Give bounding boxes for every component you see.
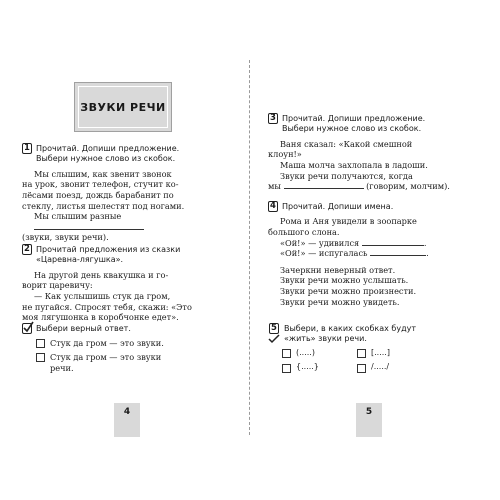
answer-option-2-line2: речи.: [50, 362, 74, 373]
task-3-text-line4: Звуки речи получаются, когда: [280, 170, 413, 181]
task-3-text-line3: Маша молча захлопала в ладоши.: [280, 160, 428, 170]
checkmark-icon: [22, 323, 32, 334]
bracket-option-3: {.....}: [296, 362, 319, 372]
task-3-number: 3: [268, 113, 278, 124]
right-page: [268, 62, 478, 437]
section-title: ЗВУКИ РЕЧИ: [80, 100, 166, 114]
task-2: [22, 245, 232, 323]
task-4-name-line-2[interactable]: [370, 255, 426, 256]
task-3-text-line5b: (говорим, молчим).: [366, 181, 450, 192]
task-1-text-line6: (звуки, звуки речи).: [22, 232, 109, 243]
answer-checkbox-2[interactable]: [36, 353, 45, 362]
task-4: 4 Прочитай. Допиши имена. Рома и Аня увидели в зоопарке большого слона. «Ой!» — удивился . «Ой!» — испугалась . Зачеркни неверный ответ. Звуки речи можно услышать. Звуки речи можно произнести. Звуки речи можно увидеть.: [268, 202, 478, 307]
task-2-text-line3: — Как услышишь стук да гром,: [34, 291, 171, 301]
bracket-checkbox-1[interactable]: [282, 349, 291, 358]
task-5-number: 5: [269, 323, 279, 334]
task-4-text-line1: Рома и Аня увидели в зоопарке: [280, 216, 417, 227]
bracket-option-4: /...../: [371, 362, 390, 372]
task-1: [22, 144, 232, 243]
task-4-text-line3: «Ой!» — удивился: [280, 237, 360, 248]
bracket-checkbox-4[interactable]: [357, 364, 366, 373]
task-3-text-line1: Ваня сказал: «Какой смешной: [280, 138, 413, 149]
choose-answer-instruction: Выбери верный ответ.: [36, 324, 131, 333]
task-3-text-line2: клоун!»: [268, 149, 302, 160]
task-4-text-line4: «Ой!» — испугалась: [280, 248, 368, 259]
section-title-box: [74, 82, 172, 132]
task-4-text-line7[interactable]: Звуки речи можно произнести.: [280, 285, 417, 296]
task-5-instruction-line1: Выбери, в каких скобках будут: [284, 324, 416, 333]
task-1-text-line2: на урок, звонит телефон, стучит ко-: [22, 179, 179, 190]
task-1-instruction-line1: Прочитай. Допиши предложение.: [36, 144, 180, 153]
bracket-option-2: [.....]: [371, 347, 390, 357]
page-number-right: 5: [356, 403, 382, 437]
task-1-text-line5: Мы слышим разные: [34, 211, 122, 222]
answer-option-2-line1: Стук да гром — это звуки: [50, 352, 162, 362]
bracket-option-1: (.....): [296, 347, 315, 357]
task-3: [268, 114, 478, 192]
left-page: [22, 62, 232, 437]
task-3-text-line5: мы: [268, 181, 281, 192]
task-4-text-line6[interactable]: Звуки речи можно услышать.: [280, 275, 409, 286]
task-2-text-line4: не пугайся. Спросят тебя, скажи: «Это: [22, 301, 192, 312]
task-4-text-line5: Зачеркни неверный ответ.: [280, 264, 396, 275]
task-1-text-line4: стеклу, листья шелестят под ногами.: [22, 200, 185, 211]
checkmark-icon: [268, 334, 280, 344]
task-1-instruction-line2: Выбери нужное слово из скобок.: [36, 154, 176, 164]
task-4-text-line2: большого слона.: [268, 227, 340, 237]
task-4-name-line-1[interactable]: [362, 245, 424, 246]
task-5-instruction-line2: «жить» звуки речи.: [284, 334, 367, 344]
task-4-number: 4: [268, 201, 278, 212]
bracket-checkbox-2[interactable]: [357, 349, 366, 358]
task-1-text-line3: лёсами поезд, дождь барабанит по: [22, 190, 174, 200]
task-2-text-line2: ворит царевичу:: [22, 280, 93, 291]
task-3-instruction-line1: Прочитай. Допиши предложение.: [282, 114, 426, 123]
task-3-instruction-line2: Выбери нужное слово из скобок.: [282, 124, 422, 134]
task-1-answer-line[interactable]: [34, 229, 144, 230]
page-number-left: 4: [114, 403, 140, 437]
task-2-number: 2: [22, 244, 32, 255]
bracket-checkbox-3[interactable]: [282, 364, 291, 373]
task-2-text-line5: моя лягушонка в коробчонке едет».: [22, 312, 179, 323]
task-5: [268, 324, 478, 377]
task-1-number: 1: [22, 143, 32, 154]
task-2-text-line1: На другой день квакушка и го-: [34, 269, 169, 280]
task-2-instruction-line1: Прочитай предложения из сказки: [36, 245, 181, 254]
page-spine-divider: [249, 60, 250, 435]
task-2-instruction-line2: «Царевна-лягушка».: [36, 255, 124, 265]
task-1-text-line1: Мы слышим, как звенит звонок: [34, 168, 172, 179]
task-3-answer-line[interactable]: [284, 188, 364, 189]
task-4-instruction: Прочитай. Допиши имена.: [282, 202, 394, 211]
task-choose-answer: [22, 324, 232, 373]
answer-option-1: Стук да гром — это звуки.: [50, 338, 164, 349]
answer-checkbox-1[interactable]: [36, 339, 45, 348]
task-4-text-line8[interactable]: Звуки речи можно увидеть.: [280, 296, 400, 307]
